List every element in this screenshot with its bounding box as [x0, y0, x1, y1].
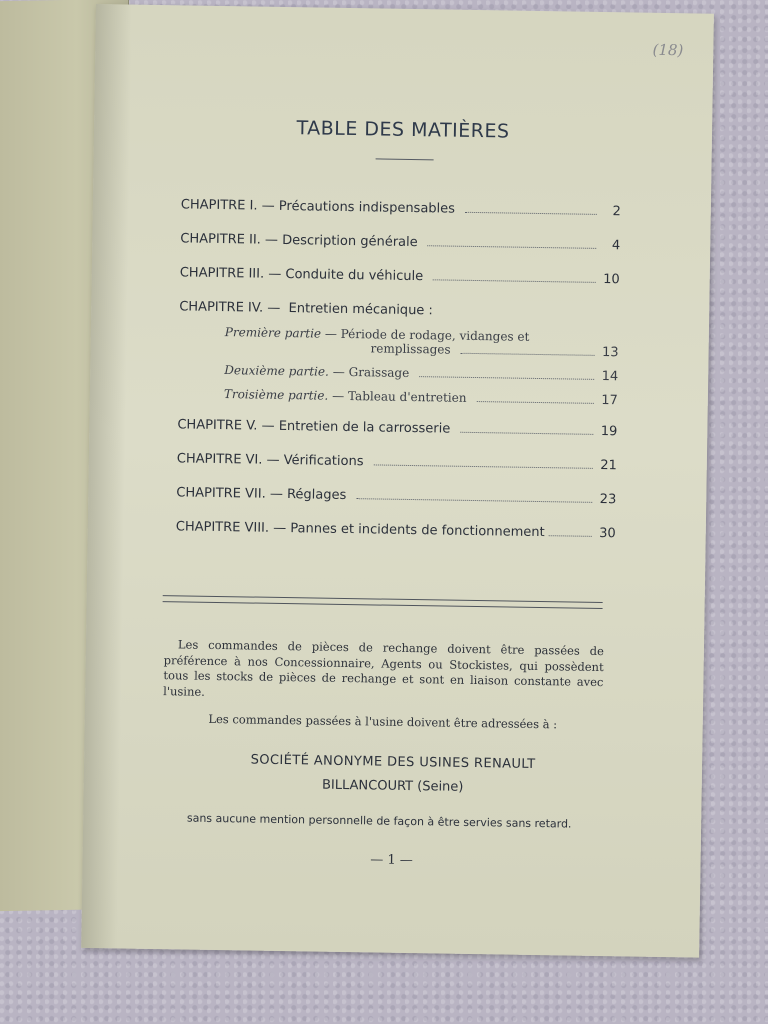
part-title-line-2: remplissages [370, 341, 451, 357]
dot-leader [373, 464, 592, 468]
toc-row-chapter-7 [176, 485, 616, 507]
dot-leader [433, 279, 596, 283]
chapter-page: 21 [600, 457, 617, 474]
chapter-label: CHAPITRE I. — [180, 197, 275, 214]
chapter-label: CHAPITRE VII. — [176, 485, 284, 502]
toc-row-chapter-2 [180, 231, 620, 253]
chapter-label: CHAPITRE III. — [179, 265, 282, 282]
toc-row-chapter-3 [180, 265, 620, 287]
chapter-page: 10 [603, 272, 620, 288]
chapter-title: Précautions indispensables [278, 198, 456, 217]
page-number: — 1 — [370, 852, 413, 869]
part-page: 14 [601, 368, 619, 385]
part-title: — Tableau d'entretien [332, 388, 467, 405]
notice-paragraph-2: Les commandes passées à l'usine doivent être adressées à : [208, 711, 558, 732]
company-city: BILLANCOURT (Seine) [321, 777, 464, 795]
chapter-page: 2 [612, 204, 621, 220]
toc-row-chapter-5 [177, 417, 617, 439]
ordering-notice [163, 637, 604, 733]
company-name: SOCIÉTÉ ANONYME DES USINES RENAULT [250, 752, 536, 772]
part-label: Deuxième partie. [224, 363, 329, 379]
part-page: 13 [601, 344, 619, 361]
chapter-title: Entretien de la carrosserie [278, 418, 451, 437]
chapter-title: Réglages [286, 487, 347, 503]
chapter-title: Entretien mécanique : [288, 301, 433, 319]
section-divider [163, 595, 603, 609]
toc-row-chapter-4-part-1 [225, 325, 619, 360]
chapter-page: 19 [600, 423, 618, 440]
dot-leader [419, 376, 594, 380]
toc-row-chapter-6 [177, 451, 617, 473]
chapter-title: Description générale [282, 232, 418, 251]
dot-leader [460, 432, 593, 435]
part-page: 17 [601, 392, 618, 409]
part-title-line-1: — Période de rodage, vidanges et [324, 326, 530, 344]
toc-row-chapter-8 [176, 519, 616, 541]
document-page [81, 4, 714, 958]
chapter-title: Pannes et incidents de fonctionnement [290, 521, 545, 541]
dot-leader [428, 245, 597, 249]
notice-paragraph-1: Les commandes de pièces de rechange doivent être passées de préférence à nos Concessionnaire, Agents ou Stockistes, qui possèdent tous les stocks de pièces de rechange et sont en liaison constante avec l'usine. [163, 637, 605, 699]
dot-leader [356, 498, 592, 503]
dot-leader [549, 535, 592, 537]
title-underline [376, 158, 434, 160]
dot-leader [476, 401, 593, 404]
chapter-page: 4 [611, 238, 621, 254]
chapter-label: CHAPITRE VIII. — [175, 519, 287, 537]
toc-row-chapter-1 [181, 197, 621, 219]
part-label: Troisième partie. [223, 387, 329, 403]
delivery-mention: sans aucune mention personnelle de façon à être servies sans retard. [186, 811, 572, 831]
pencil-mark: (18) [652, 40, 684, 60]
table-of-contents [175, 197, 621, 560]
dot-leader [461, 353, 595, 356]
chapter-title: Conduite du véhicule [285, 267, 424, 285]
chapter-page: 23 [599, 491, 617, 508]
part-label: Première partie [224, 325, 322, 341]
chapter-label: CHAPITRE V. — [177, 417, 275, 434]
chapter-label: CHAPITRE VI. — [176, 451, 280, 468]
chapter-page: 30 [599, 525, 616, 542]
chapter-label: CHAPITRE II. — [180, 231, 279, 248]
dot-leader [465, 212, 597, 215]
page-title: TABLE DES MATIÈRES [296, 117, 510, 143]
toc-row-chapter-4 [179, 299, 619, 321]
chapter-label: CHAPITRE IV. — [179, 299, 281, 316]
chapter-title: Vérifications [283, 453, 364, 470]
toc-row-chapter-4-part-2 [224, 363, 618, 384]
toc-row-chapter-4-part-3 [224, 387, 618, 408]
part-title: — Graissage [332, 364, 410, 380]
